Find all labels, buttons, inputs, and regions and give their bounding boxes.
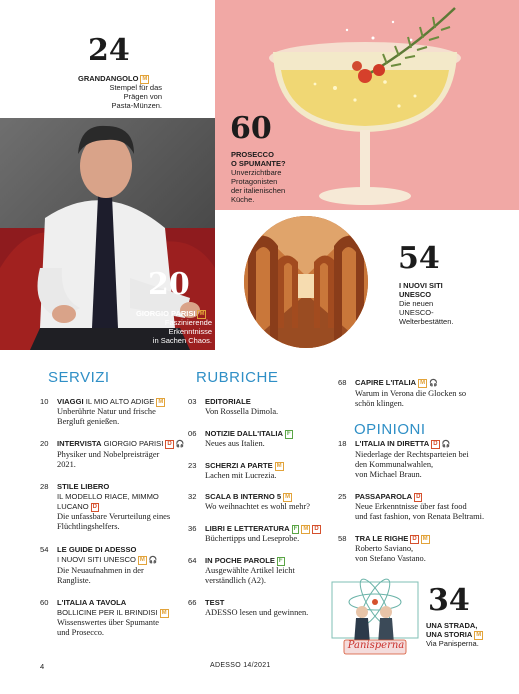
level-badge-icon: M [422, 536, 428, 542]
level-badge-icon: D [314, 526, 319, 532]
rubriche-item-notizie[interactable]: 06 NOTIZIE DALL'ITALIA F Neues aus Italien. [188, 429, 291, 448]
opinioni-item-righe[interactable]: 58 TRA LE RIGHE D M Roberto Saviano, von Stefano Vastano. [338, 534, 428, 563]
level-badge-icon: M [420, 380, 426, 386]
level-badge-icon: D [433, 441, 438, 447]
teaser-number-prosecco: 60 [230, 111, 272, 146]
page-number: 4 [40, 662, 45, 671]
teaser-title-panisperna[interactable]: UNA STRADA, UNA STORIA M [426, 621, 482, 639]
level-badge-icon: M [199, 311, 205, 317]
rubriche-item-poche-parole[interactable]: 64 IN POCHE PAROLE F Ausgewählte Artikel leicht verständlich (A2). [188, 556, 295, 585]
level-badge-icon: M [476, 632, 482, 638]
level-badge-icon: M [139, 557, 145, 563]
level-badge-icon: M [161, 610, 167, 616]
level-badge-icon: M [285, 494, 291, 500]
level-badge-icon: F [278, 558, 283, 564]
capire-item[interactable]: 68 CAPIRE L'ITALIA M 🎧 Warum in Verona die Glocken so schön klingen. [338, 378, 467, 408]
servizi-item-tavola[interactable]: 60 L'ITALIA A TAVOLA BOLLICINE PER IL BRINDISI M Wissenswertes über Spumante und Prosecco. [40, 598, 167, 637]
teaser-title-unesco[interactable]: I NUOVI SITI UNESCO [399, 281, 443, 299]
level-badge-icon: M [303, 526, 309, 532]
level-badge-icon: F [287, 431, 291, 437]
servizi-item-guide[interactable]: 54 LE GUIDE DI ADESSO I NUOVI SITI UNESCO M 🎧 Die Neuaufnahmen in der Rangliste. [40, 545, 158, 585]
issue-label: ADESSO 14/2021 [210, 662, 271, 669]
teaser-sub-panisperna: Via Panisperna. [426, 639, 479, 648]
teaser-sub-parisi: Faszinierende Erkenntnisse in Sachen Chaos. [152, 318, 212, 345]
teaser-number-parisi: 20 [148, 267, 190, 302]
audio-icon: 🎧 [441, 441, 451, 448]
teaser-sub-unesco: Die neuen UNESCO- Welterbestätten. [399, 299, 454, 326]
teaser-title-prosecco[interactable]: PROSECCO O SPUMANTE? [231, 150, 286, 168]
level-badge-icon: D [416, 494, 421, 500]
servizi-item-stile-libero[interactable]: 28 STILE LIBERO IL MODELLO RIACE, MIMMO LUCANO D Die unfassbare Verurteilung eines Flüchtlingshelfers. [40, 482, 171, 531]
teaser-title-grandangolo[interactable]: GRANDANGOLO M [78, 74, 148, 83]
unesco-portico-photo[interactable] [244, 216, 368, 348]
panisperna-sign: Panisperna [347, 640, 405, 651]
servizi-item-intervista[interactable]: 20 INTERVISTA GIORGIO PARISI D 🎧 Physiker und Nobelpreisträger 2021. [40, 439, 185, 469]
audio-icon: 🎧 [429, 380, 438, 387]
audio-icon: 🎧 [175, 441, 185, 448]
level-badge-icon: M [276, 463, 282, 469]
teaser-number-panisperna: 34 [428, 583, 470, 618]
level-badge-icon: M [142, 76, 148, 82]
teaser-number-unesco: 54 [398, 241, 440, 276]
audio-icon: 🎧 [148, 557, 158, 564]
section-heading-servizi: SERVIZI [48, 369, 110, 386]
teaser-title-parisi[interactable]: GIORGIO PARISI M [136, 309, 205, 318]
level-badge-icon: D [92, 504, 97, 510]
opinioni-item-diretta[interactable]: 18 L'ITALIA IN DIRETTA D 🎧 Niederlage der Rechtsparteien bei den Kommunalwahlen, von Michael Braun. [338, 439, 469, 479]
rubriche-item-libri[interactable]: 36 LIBRI E LETTERATURA F M D Büchertipps und Leseprobe. [188, 524, 319, 543]
rubriche-item-editoriale[interactable]: 03 EDITORIALE Von Rossella Dimola. [188, 397, 279, 416]
rubriche-item-scala[interactable]: 32 SCALA B INTERNO 5 M Wo weihnachtet es wohl mehr? [188, 492, 310, 511]
servizi-item-viaggi[interactable]: 10 VIAGGI IL MIO ALTO ADIGE M Unberührte Natur und frische Bergluft genießen. [40, 397, 164, 426]
opinioni-item-passaparola[interactable]: 25 PASSAPAROLA D Neue Erkenntnisse über fast food und fast fashion, von Renata Beltrami. [338, 492, 485, 521]
section-heading-rubriche: RUBRICHE [196, 369, 279, 386]
level-badge-icon: F [293, 526, 298, 532]
panisperna-illustration[interactable] [326, 578, 424, 660]
teaser-number-grandangolo: 24 [88, 33, 130, 68]
portico-image [244, 216, 368, 348]
teaser-sub-prosecco: Unverzichtbare Protagonisten der italienischen Küche. [231, 168, 286, 204]
level-badge-icon: D [412, 536, 417, 542]
rubriche-item-test[interactable]: 66 TEST ADESSO lesen und gewinnen. [188, 598, 309, 617]
teaser-sub-grandangolo: Stempel für das Prägen von Pasta-Münzen. [109, 83, 162, 110]
level-badge-icon: D [167, 441, 172, 447]
level-badge-icon: M [158, 399, 164, 405]
rubriche-item-scherzi[interactable]: 23 SCHERZI A PARTE M Lachen mit Lucrezia. [188, 461, 282, 480]
section-heading-opinioni: OPINIONI [354, 421, 426, 438]
